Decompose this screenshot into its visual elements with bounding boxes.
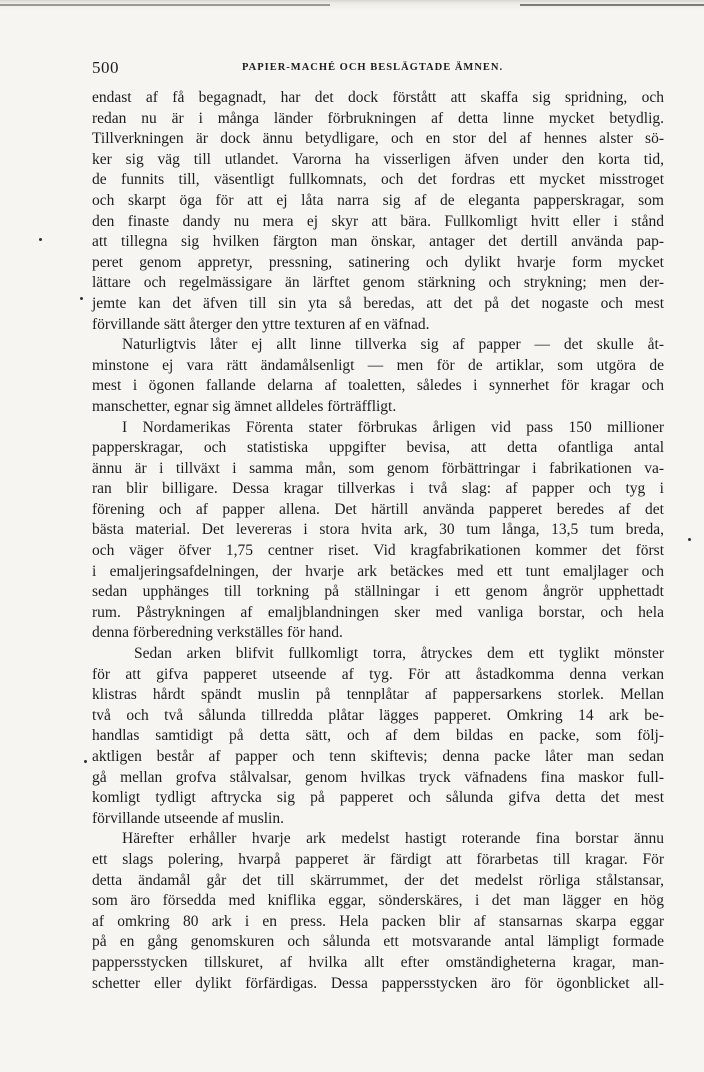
text-line: och väger öfver 1,75 centner riset. Vid kragfabrikationen kommer det först	[92, 542, 664, 560]
text-line: för att gifva papperet utseende af tyg. För att åstadkomma denna verkan	[92, 665, 664, 683]
text-line: ker sig väg till utlandet. Varorna ha visserligen äfven under den korta tid,	[92, 150, 664, 168]
text-line: papperskragar, och statistiska uppgifter bevisa, att detta ofantliga antal	[92, 439, 664, 457]
text-line: och skarpt öga för att ej låta narra sig af de eleganta papperskragar, som	[92, 191, 664, 209]
paragraph-start-line: Naturligtvis låter ej allt linne tillverka sig af papper — det skulle åt-	[122, 336, 664, 354]
text-line: förvillande utseende af muslin.	[92, 809, 284, 827]
scan-speck	[688, 538, 691, 541]
scan-speck	[39, 238, 42, 241]
page-header	[92, 58, 664, 78]
text-line: sedan upphänges till torkning på ställningar i ett genom ångrör upphettadt	[92, 583, 664, 601]
scan-speck	[84, 760, 87, 763]
text-line: gå mellan grofva stålvalsar, genom hvilkas tryck väfnadens fina maskor full-	[92, 768, 664, 786]
text-line: på en gång genomskuren och sålunda ett motsvarande antal lämpligt formade	[92, 933, 664, 951]
text-line: den finaste dandy nu mera ej skyr att bära. Fullkomligt hvitt eller i stånd	[92, 212, 664, 230]
text-line: de funnits till, väsentligt fullkomnats, och det fordras ett mycket misstroget	[92, 171, 664, 189]
text-line: komligt tydligt aftrycka sig på papperet och sålunda gifva detta det mest	[92, 789, 664, 807]
text-line: klistras hårdt spändt muslin på tennplåtar af pappersarkens storlek. Mellan	[92, 686, 664, 704]
running-title: PAPIER-MACHÉ OCH BESLÄGTADE ÄMNEN.	[242, 62, 504, 73]
text-line: i emaljeringsafdelningen, der hvarje ark betäckes med ett tunt emaljlager och	[92, 562, 664, 580]
text-line: peret genom appretyr, pressning, satinering och dylikt hvarje form mycket	[92, 253, 664, 271]
text-line: aktligen består af papper och tenn skiftevis; denna packe låter man sedan	[92, 748, 664, 765]
text-line: förening och af papper allena. Det härtill använda papperet beredes af det	[92, 500, 664, 518]
text-line: endast af få begagnadt, har det dock förstått att skaffa sig spridning, och	[92, 89, 664, 106]
text-line: rum. Påstrykningen af emaljblandningen sker med vanliga borstar, och hela	[92, 603, 664, 621]
text-line: handlas samtidigt på detta sätt, och af dem bildas en packe, som följ-	[92, 727, 664, 745]
text-line: minstone ej vara rätt ändamålsenligt — men för de artiklar, som utgöra de	[92, 356, 664, 374]
text-line: ännu är i tillväxt i samma mån, som genom förbättringar i fabrikationen va-	[92, 459, 664, 477]
scan-speck	[80, 297, 83, 300]
scan-rule-right	[520, 4, 704, 6]
paragraph-start-line: Sedan arken blifvit fullkomligt torra, åtryckes dem ett tyglikt mönster	[134, 645, 664, 663]
text-line: som äro försedda med kniflika eggar, sönderskäres, i det man lägger en hög	[92, 892, 664, 910]
text-line: pappersstycken tillskuret, af hvilka allt efter omständigheterna kragar, man-	[92, 953, 664, 971]
text-line: schetter eller dylikt förfärdigas. Dessa pappersstycken äro för ögonblicket all-	[92, 974, 664, 992]
text-line: två och två sålunda tillredda plåtar lägges papperet. Omkring 14 ark be-	[92, 706, 664, 724]
text-line: Tillverkningen är dock ännu betydligare, och en stor del af hennes alster sö-	[92, 130, 664, 148]
paragraph-start-line: I Nordamerikas Förenta stater förbrukas årligen vid pass 150 millioner	[122, 418, 664, 436]
text-line: redan nu är i många länder förbrukningen af detta linne mycket betydlig.	[92, 109, 664, 127]
text-line: detta ändamål går det till skärrummet, der det medelst rörliga stålstansar,	[92, 871, 664, 889]
text-line: af omkring 80 ark i en press. Hela packen blir af stansarnas skarpa eggar	[92, 912, 664, 930]
text-line: jemte kan det äfven till sin yta så beredas, att det på det nogaste och mest	[92, 294, 664, 312]
text-line: lättare och regelmässigare än lärftet genom stärkning och strykning; men der-	[92, 274, 664, 292]
text-line: att tillegna sig hvilken färgton man önskar, antager det dertill använda pap-	[92, 233, 664, 251]
page-number: 500	[92, 58, 119, 77]
text-line: denna förberedning verkställes för hand.	[92, 624, 343, 642]
text-line: förvillande sätt återger den yttre texturen af en väfnad.	[92, 315, 430, 333]
text-line: ran blir billigare. Dessa kragar tillverkas i två slag: af papper och tyg i	[92, 480, 664, 498]
text-line: bästa material. Det levereras i stora hvita ark, 30 tum långa, 13,5 tum breda,	[92, 521, 664, 539]
scan-rule-left	[0, 4, 330, 6]
text-line: manschetter, egnar sig ämnet alldeles förträffligt.	[92, 397, 397, 415]
text-line: ett slags polering, hvarpå papperet är färdigt att förarbetas till kragar. För	[92, 850, 664, 868]
text-line: mest i ögonen fallande delarna af toaletten, således i synnerhet för kragar och	[92, 377, 664, 395]
body-text	[92, 88, 664, 994]
paragraph-start-line: Härefter erhåller hvarje ark medelst hastigt roterande fina borstar ännu	[122, 830, 664, 848]
